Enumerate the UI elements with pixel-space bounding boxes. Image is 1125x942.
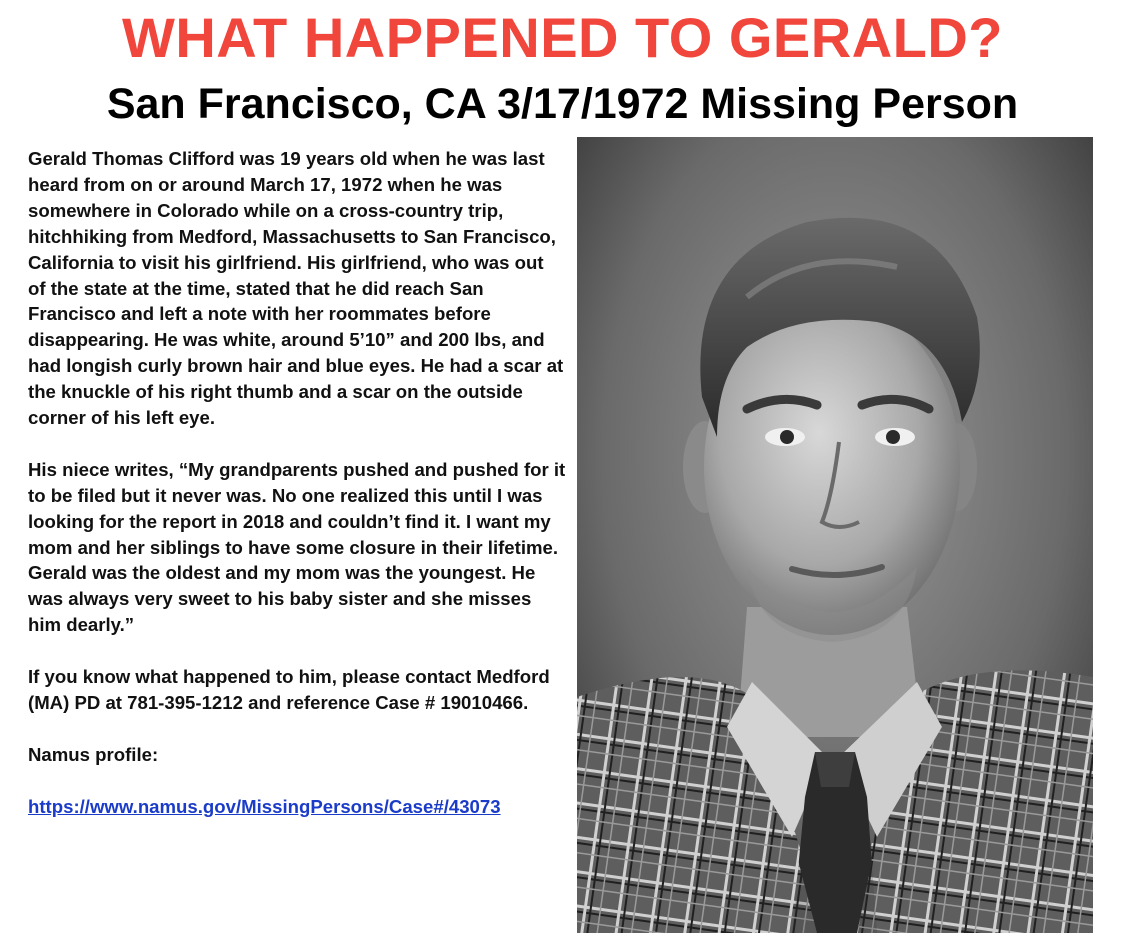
poster-title: WHAT HAPPENED TO GERALD? — [121, 6, 1004, 69]
missing-person-photo — [577, 137, 1093, 933]
namus-profile-label: Namus profile: — [28, 743, 159, 765]
namus-profile-link[interactable]: https://www.namus.gov/MissingPersons/Case#/43073 — [28, 795, 501, 817]
portrait-illustration — [577, 137, 1093, 933]
case-description — [28, 146, 566, 845]
case-paragraph-niece-quote: His niece writes, “My grandparents pushed and pushed for it to be filed but it never was. No one realized this until I was looking for the report in 2018 and couldn’t find it. I want my mom and her siblings to have some closure in their lifetime. Gerald was the oldest and my mom was the youngest. He was always very sweet to his baby sister and she misses him dearly.” — [28, 458, 566, 636]
case-paragraph-contact: If you know what happened to him, please contact Medford (MA) PD at 781-395-1212 and reference Case # 19010466. — [28, 666, 550, 713]
poster-subtitle: San Francisco, CA 3/17/1972 Missing Person — [106, 80, 1019, 128]
case-paragraph-details: Gerald Thomas Clifford was 19 years old when he was last heard from on or around March 17, 1972 when he was somewhere in Colorado while on a cross-country trip, hitchhiking from Medford, Massachusetts to San Francisco, California to visit his girlfriend. His girlfriend, who was out of the state at the time, stated that he did reach San Francisco and left a note with her roommates before disappearing. He was white, around 5’10” and 200 lbs, and had longish curly brown hair and blue eyes. He had a scar at the knuckle of his right thumb and a scar on the outside corner of his left eye. — [28, 148, 564, 429]
namus-profile-paragraph — [28, 794, 566, 820]
